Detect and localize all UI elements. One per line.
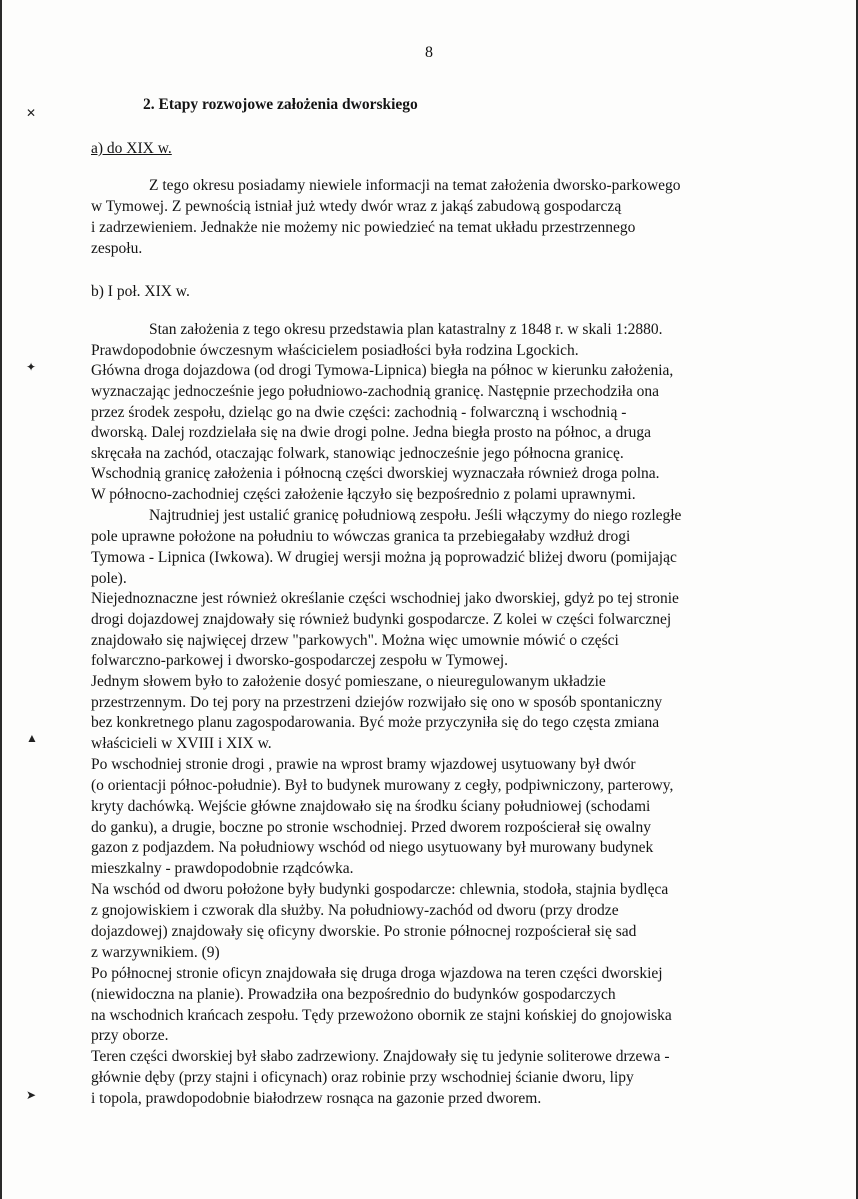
paragraph-line: przy oborze. — [91, 1027, 169, 1044]
paragraph-line: Najtrudniej jest ustalić granicę południową zespołu. Jeśli włączymy do niego rozległe — [149, 507, 682, 524]
section-heading: 2. Etapy rozwojowe założenia dworskiego — [143, 96, 418, 113]
paragraph-line: i zadrzewieniem. Jednakże nie możemy nic powiedzieć na temat układu przestrzennego — [91, 219, 636, 236]
paragraph-line: Jednym słowem było to założenie dosyć pomieszane, o nieuregulowanym układzie — [91, 673, 606, 690]
paragraph-line: (o orientacji północ-południe). Był to budynek murowany z cegły, podpiwniczony, parterowy, — [91, 777, 674, 794]
paragraph-line: przestrzennym. Do tej pory na przestrzeni dziejów rozwijało się ono w sposób spontaniczny — [91, 694, 663, 711]
paragraph-line: Po wschodniej stronie drogi , prawie na wprost bramy wjazdowej usytuowany był dwór — [91, 756, 636, 773]
paragraph-line: gazon z podjazdem. Na południowy wschód od niego usytuowany był murowany budynek — [91, 839, 654, 856]
paragraph-line: do ganku), a drugie, boczne po stronie wschodniej. Przed dworem rozpościerał się owalny — [91, 819, 651, 836]
paragraph-line: kryty dachówką. Wejście główne znajdowało się na środku ściany południowej (schodami — [91, 798, 651, 815]
paragraph-line: wyznaczając jednocześnie jego południowo-zachodnią granicę. Następnie przechodziła ona — [91, 383, 660, 400]
paragraph-line: skręcała na zachód, otaczając folwark, stanowiąc jednocześnie jego północna granicę. — [91, 445, 624, 462]
paragraph-line: Z tego okresu posiadamy niewiele informacji na temat założenia dworsko-parkowego — [149, 177, 681, 194]
paragraph-line: Tymowa - Lipnica (Iwkowa). W drugiej wersji można ją poprowadzić bliżej dworu (pomijając — [91, 549, 677, 566]
margin-mark-icon: ✕ — [26, 106, 37, 120]
subsection-b-title: b) I poł. XIX w. — [91, 283, 190, 300]
paragraph-line: z gnojowiskiem i czworak dla służby. Na południowy-zachód od dworu (przy drodze — [91, 902, 619, 919]
paragraph-line: pole). — [91, 570, 127, 587]
paragraph-line: głównie dęby (przy stajni i oficynach) oraz robinie przy wschodniej ścianie dworu, lipy — [91, 1069, 634, 1086]
paragraph-line: W północno-zachodniej części założenie łączyło się bezpośrednio z polami uprawnymi. — [91, 486, 636, 503]
paragraph-line: w Tymowej. Z pewnością istniał już wtedy dwór wraz z jakąś zabudową gospodarczą — [91, 198, 622, 215]
subsection-a-title: a) do XIX w. — [91, 140, 172, 157]
paragraph-line: mieszkalny - prawdopodobnie rządcówka. — [91, 860, 354, 877]
paragraph-line: Teren części dworskiej był słabo zadrzewiony. Znajdowały się tu jedynie soliterowe drzewa - — [91, 1048, 670, 1065]
paragraph-line: (niewidoczna na planie). Prowadziła ona bezpośrednio do budynków gospodarczych — [91, 986, 616, 1003]
paragraph-line: Niejednoznaczne jest również określanie części wschodniej jako dworskiej, gdyż po tej stronie — [91, 590, 679, 607]
paragraph-line: drogi dojazdowej znajdowały się również budynki gospodarcze. Z kolei w części folwarcznej — [91, 611, 672, 628]
margin-mark-icon: ▲ — [26, 731, 38, 745]
margin-mark-icon: ✦ — [26, 360, 37, 374]
paragraph-line: Stan założenia z tego okresu przedstawia plan katastralny z 1848 r. w skali 1:2880. — [149, 321, 663, 338]
page-number: 8 — [425, 44, 433, 61]
paragraph-line: Główna droga dojazdowa (od drogi Tymowa-Lipnica) biegła na północ w kierunku założenia, — [91, 362, 674, 379]
paragraph-line: Po północnej stronie oficyn znajdowała się druga droga wjazdowa na teren części dworskiej — [91, 965, 663, 982]
paragraph-line: przez środek zespołu, dzieląc go na dwie części: zachodnią - folwarczną i wschodnią - — [91, 404, 627, 421]
paragraph-line: i topola, prawdopodobnie białodrzew rosnąca na gazonie przed dworem. — [91, 1090, 542, 1107]
paragraph-line: bez konkretnego planu zagospodarowania. Być może przyczyniła się do tego częsta zmiana — [91, 714, 660, 731]
paragraph-line: folwarczno-parkowej i dworsko-gospodarczej zespołu w Tymowej. — [91, 652, 509, 669]
paragraph-line: pole uprawne położone na południu to wówczas granica ta przebiegałaby wzdłuż drogi — [91, 528, 631, 545]
paragraph-line: dojazdowej) znajdowały się oficyny dworskie. Po stronie północnej rozpościerał się sad — [91, 923, 637, 940]
paragraph-line: właścicieli w XVIII i XIX w. — [91, 735, 272, 752]
paragraph-line: Wschodnią granicę założenia i północną części dworskiej wyznaczała również droga polna. — [91, 465, 660, 482]
paragraph-line: na wschodnich krańcach zespołu. Tędy przewożono obornik ze stajni końskiej do gnojowiska — [91, 1007, 672, 1024]
paragraph-line: zespołu. — [91, 240, 143, 257]
margin-mark-icon: ➤ — [26, 1088, 37, 1102]
paragraph-line: Prawdopodobnie ówczesnym właścicielem posiadłości była rodzina Lgockich. — [91, 342, 579, 359]
paragraph-line: z warzywnikiem. (9) — [91, 944, 220, 961]
paragraph-line: dworską. Dalej rozdzielała się na dwie drogi polne. Jedna biegła prosto na północ, a druga — [91, 424, 651, 441]
paragraph-line: Na wschód od dworu położone były budynki gospodarcze: chlewnia, stodoła, stajnia bydlęca — [91, 881, 669, 898]
paragraph-line: znajdowało się najwięcej drzew "parkowych". Można więc umownie mówić o części — [91, 632, 619, 649]
